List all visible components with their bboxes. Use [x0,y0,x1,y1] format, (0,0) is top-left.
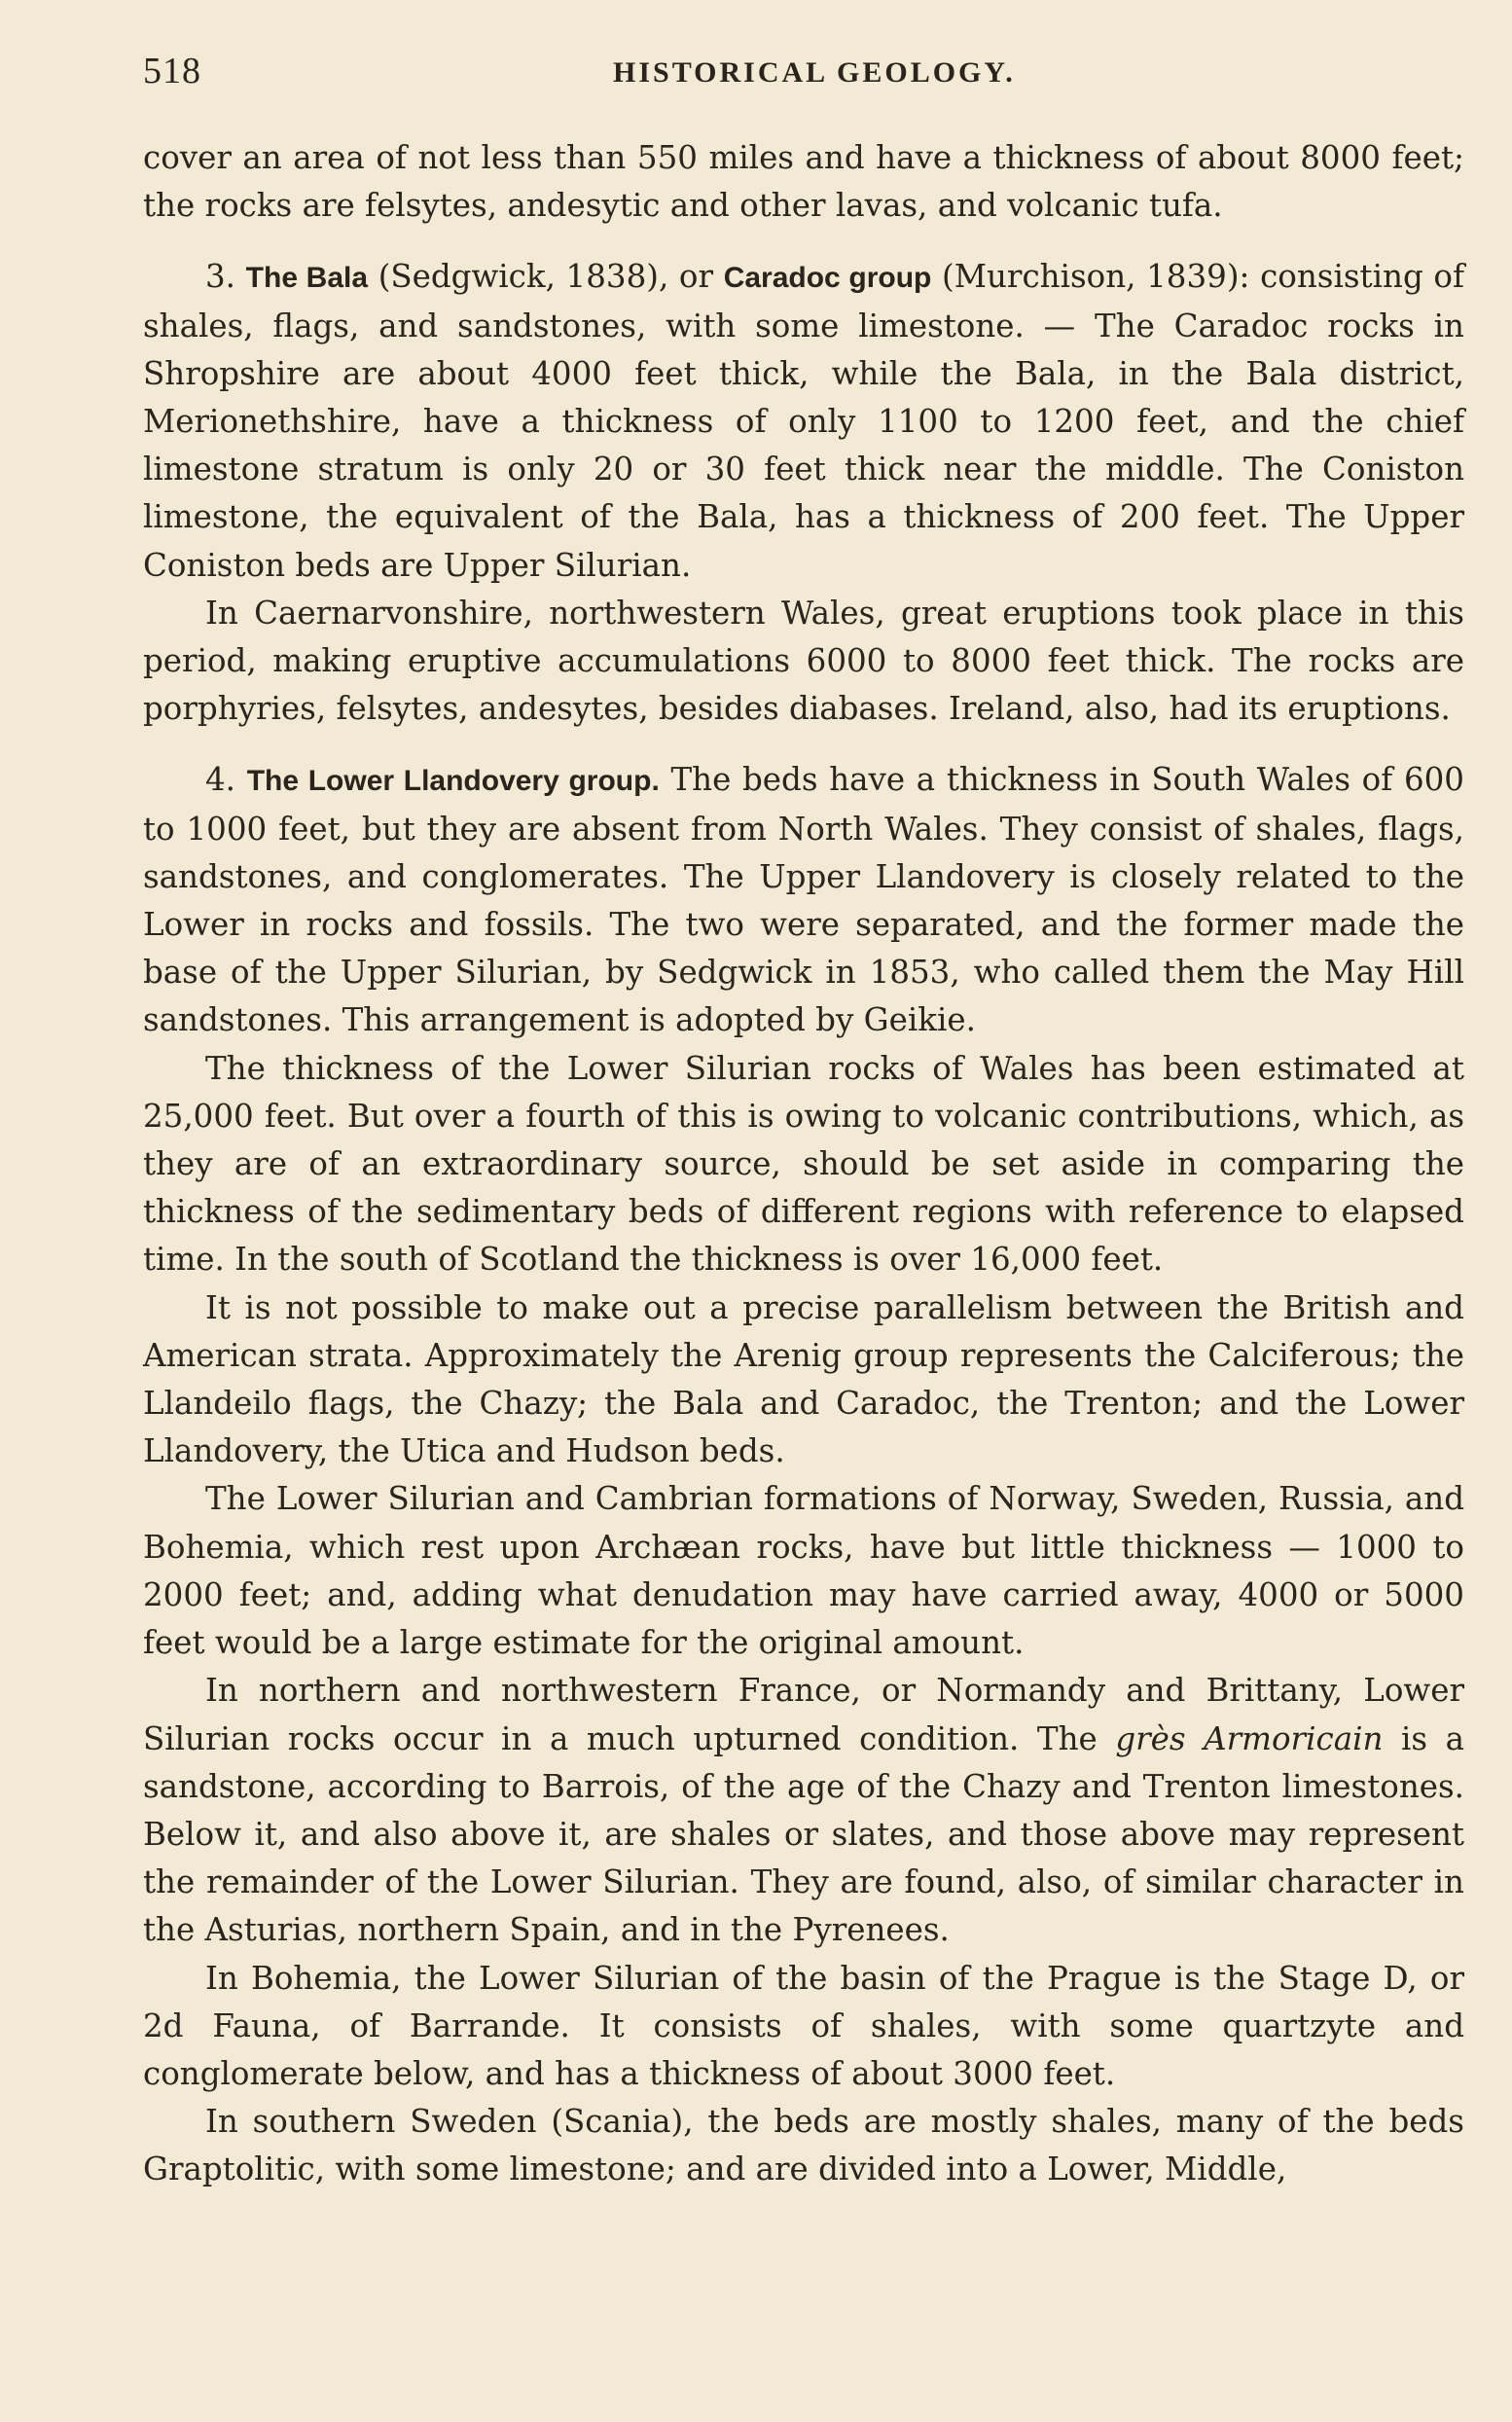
paragraph-text: is a sandstone, according to Barrois, of the age of the Chazy and Trenton limestones. Below it, and also above it, are shales or slates, and those above may represent the remainder of the Lower Silurian. They are found, also, of similar character in the Asturias, northern Spain, and in the Pyrenees. [143,1719,1465,1949]
italic-term: grès Armoricain [1115,1719,1384,1757]
paragraph-parallelism: It is not possible to make out a precise parallelism between the British and American strata. Approximately the Arenig group represents the Calciferous; the Llandeilo flags, the Chazy; the Bala and Caradoc, the Trenton; and the Lower Llandovery, the Utica and Hudson beds. [143,1288,1464,1470]
section-number: 3. [205,258,236,296]
body-text [143,134,1464,2194]
paragraph-bala-caradoc [143,253,1464,589]
paragraph-norway-sweden: The Lower Silurian and Cambrian formations of Norway, Sweden, Russia, and Bohemia, which rest upon Archæan rocks, have but little thickness — 1000 to 2000 feet; and, adding what denudation may have carried away, 4000 or 5000 feet would be a large estimate for the original amount. [143,1480,1464,1662]
paragraph-bohemia: In Bohemia, the Lower Silurian of the basin of the Prague is the Stage D, or 2d Fauna, of Barrande. It consists of shales, with some quartzyte and conglomerate below, and has a thickness of about 3000 feet. [143,1959,1464,2092]
paragraph-lower-llandovery [143,756,1464,1044]
paragraph-sweden-scania: In southern Sweden (Scania), the beds are mostly shales, many of the beds Graptolitic, with some limestone; and are divided into a Lower, Middle, [143,2103,1464,2188]
page-header [143,47,1464,95]
paragraph-text: (Murchison, 1839): consisting of shales, flags, and sandstones, with some limestone. — The Caradoc rocks in Shropshire are about 4000 feet thick, while the Bala, in the Bala district, Merionethshire, have a thickness of only 1100 to 1200 feet, and the chief limestone stratum is only 20 or 30 feet thick near the middle. The Coniston limestone, the equivalent of the Bala, has a thickness of 200 feet. The Upper Coniston beds are Upper Silurian. [143,258,1464,584]
section-heading-bala: The Bala [245,262,369,295]
section-heading-llandovery: The Lower Llandovery group. [246,765,660,798]
section-citation: (Sedgwick, 1838), or [378,258,714,296]
running-title: HISTORICAL GEOLOGY. [613,56,1016,89]
section-heading-caradoc: Caradoc group [723,262,932,295]
paragraph-text: In northern and northwestern France, or Normandy and Brittany, Lower Silurian rocks occur in a much upturned condition. The [143,1672,1464,1757]
paragraph-caernarvonshire: In Caernarvonshire, northwestern Wales, great eruptions took place in this period, making eruptive accumulations 6000 to 8000 feet thick. The rocks are porphyries, felsytes, andesytes, besides diabases. Ireland, also, had its eruptions. [143,594,1464,728]
paragraph-continued: cover an area of not less than 550 miles and have a thickness of about 8000 feet; the rocks are felsytes, andesytic and other lavas, and volcanic tufa. [143,139,1464,225]
section-number: 4. [205,761,236,799]
paragraph-wales-thickness: The thickness of the Lower Silurian rocks of Wales has been estimated at 25,000 feet. But over a fourth of this is owing to volcanic contributions, which, as they are of an extraordinary source, should be set aside in comparing the thickness of the sedimentary beds of different regions with reference to elapsed time. In the south of Scotland the thickness is over 16,000 feet. [143,1049,1464,1279]
paragraph-france [143,1667,1464,1954]
page-number: 518 [143,51,201,91]
paragraph-text: The beds have a thickness in South Wales of 600 to 1000 feet, but they are absent from North Wales. They consist of shales, flags, sandstones, and conglomerates. The Upper Llandovery is closely related to the Lower in rocks and fossils. The two were separated, and the former made the base of the Upper Silurian, by Sedgwick in 1853, who called them the May Hill sandstones. This arrangement is adopted by Geikie. [143,761,1464,1039]
